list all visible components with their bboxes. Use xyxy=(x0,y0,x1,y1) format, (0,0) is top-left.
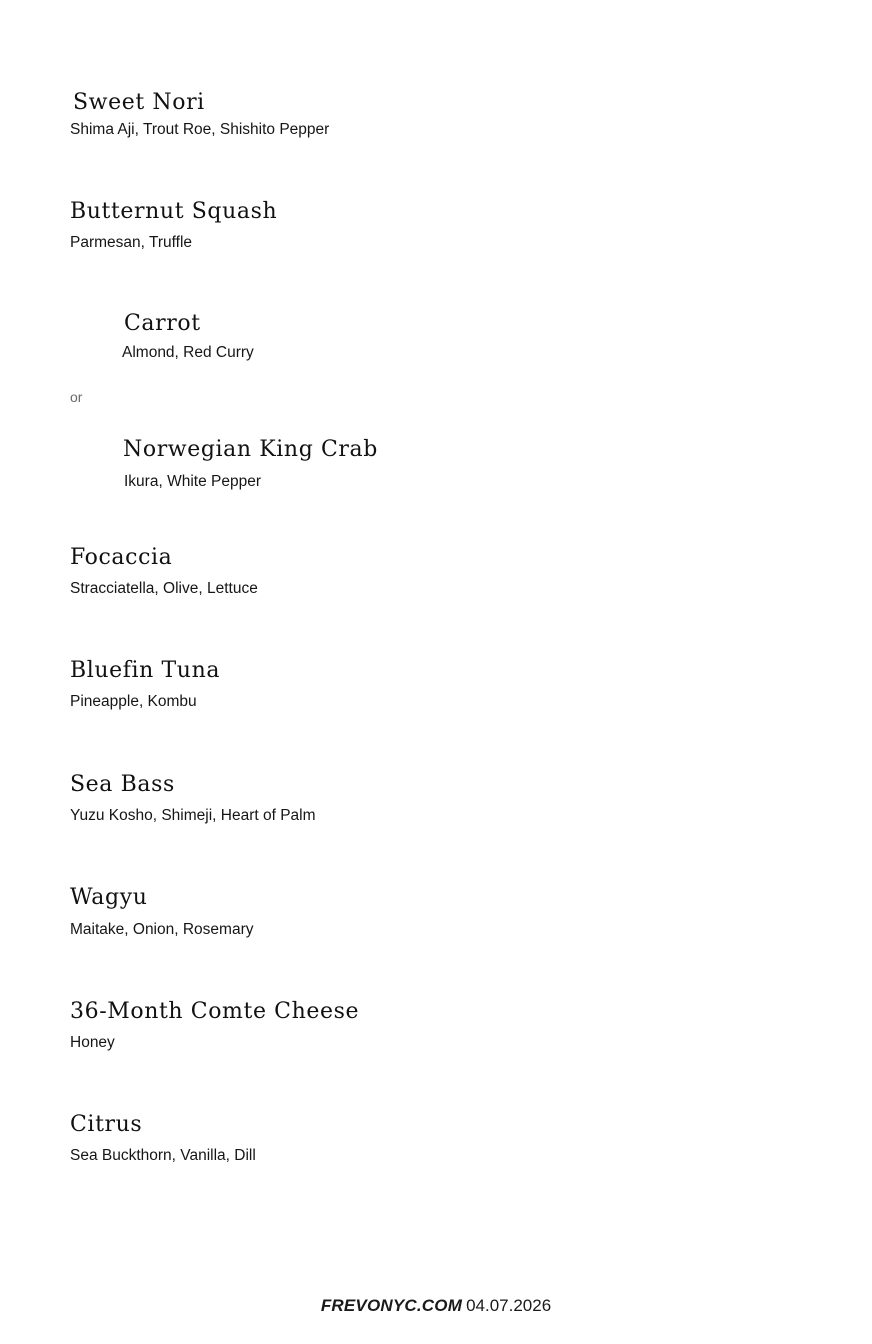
dish-description: Shima Aji, Trout Roe, Shishito Pepper xyxy=(70,121,330,138)
dish-name: Sweet Nori xyxy=(73,90,205,115)
course-carrot xyxy=(122,311,254,363)
dish-description: Ikura, White Pepper xyxy=(124,473,261,490)
footer-website: FREVONYC.COM xyxy=(320,1296,463,1315)
course-norwegian-king-crab xyxy=(122,437,378,492)
dish-description: Pineapple, Kombu xyxy=(70,693,197,710)
course-focaccia xyxy=(70,545,258,599)
dish-name: Bluefin Tuna xyxy=(70,658,221,683)
course-sea-bass xyxy=(70,772,316,826)
alternative-separator: or xyxy=(70,389,83,405)
course-sweet-nori xyxy=(70,90,329,140)
dish-name: Wagyu xyxy=(70,885,148,910)
dish-description: Stracciatella, Olive, Lettuce xyxy=(70,580,258,597)
course-citrus xyxy=(70,1112,256,1166)
dish-name: Butternut Squash xyxy=(70,199,278,224)
dish-name: Citrus xyxy=(70,1112,143,1137)
dish-name: Carrot xyxy=(124,311,201,336)
course-bluefin-tuna xyxy=(70,658,220,712)
footer-date: 04.07.2026 xyxy=(466,1296,552,1315)
course-butternut-squash xyxy=(70,199,277,253)
dish-description: Honey xyxy=(70,1034,115,1051)
footer xyxy=(0,1296,872,1316)
dish-name: 36-Month Comte Cheese xyxy=(70,999,360,1024)
dish-description: Sea Buckthorn, Vanilla, Dill xyxy=(70,1147,256,1164)
course-comte-cheese xyxy=(70,999,359,1053)
course-wagyu xyxy=(70,885,254,940)
dish-name: Norwegian King Crab xyxy=(123,437,378,462)
dish-name: Focaccia xyxy=(70,545,173,570)
dish-description: Yuzu Kosho, Shimeji, Heart of Palm xyxy=(70,807,316,824)
dish-name: Sea Bass xyxy=(70,772,175,797)
dish-description: Parmesan, Truffle xyxy=(70,234,193,251)
dish-description: Maitake, Onion, Rosemary xyxy=(70,921,254,938)
dish-description: Almond, Red Curry xyxy=(122,344,254,361)
